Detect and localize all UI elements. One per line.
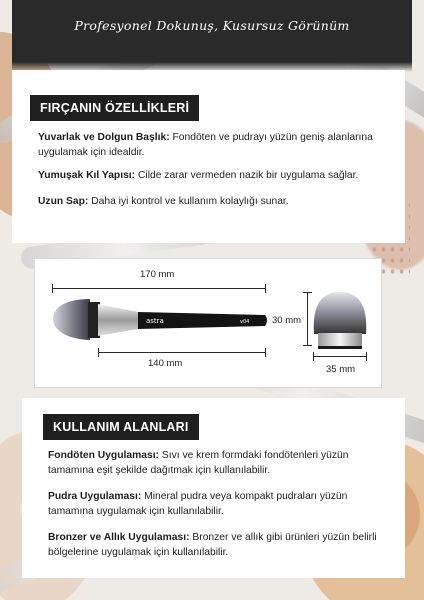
usage-desc: Sıvı ve krem formdaki fondötenleri yüzün tamamına eşit şekilde dağıtmak için kullanılabilir. — [48, 450, 349, 476]
features-title: FIRÇANIN ÖZELLİKLERİ — [30, 95, 199, 121]
head-width-label: 35 mm — [326, 364, 356, 375]
dimension-tick — [265, 284, 266, 293]
feature-desc: Fondöten ve pudrayı yüzün geniş alanlarına uygulamak için idealdir. — [38, 132, 373, 158]
tagline: Profesyonel Dokunuş, Kusursuz Görünüm — [74, 18, 350, 33]
usage-item — [48, 489, 388, 519]
model-code: v04 — [240, 319, 250, 325]
dimension-tick — [313, 352, 314, 361]
brand-logo: astra — [146, 317, 164, 325]
usage-desc: Bronzer ve allık gibi ürünleri yüzün belirli bölgelerine uygulamak için kullanılabilir. — [48, 532, 377, 558]
usage-item — [48, 448, 388, 478]
total-length-line — [52, 288, 266, 289]
brush-front-image — [310, 290, 370, 356]
feature-term: Uzun Sap: — [38, 196, 89, 207]
top-banner — [12, 0, 412, 62]
dimension-tick — [98, 348, 99, 357]
dimension-tick — [366, 352, 367, 361]
usage-title: KULLANIM ALANLARI — [43, 414, 199, 440]
usage-item — [48, 530, 393, 560]
head-width-line — [313, 356, 367, 357]
usage-term: Bronzer ve Allık Uygulaması: — [48, 532, 190, 543]
usage-desc: Mineral pudra veya kompakt pudraları yüzün tamamına uygulamak için kullanılabilir. — [48, 491, 348, 517]
dimension-tick — [303, 292, 312, 293]
dimension-tick — [303, 345, 312, 346]
handle-length-line — [98, 352, 266, 353]
feature-item — [38, 168, 408, 183]
usage-term: Fondöten Uygulaması: — [48, 450, 159, 461]
feature-item — [38, 194, 398, 209]
head-height-label: 30 mm — [272, 315, 302, 326]
dimension-tick — [265, 348, 266, 357]
brush-side-image — [50, 296, 270, 346]
handle-length-label: 140 mm — [148, 358, 183, 369]
feature-term: Yumuşak Kıl Yapısı: — [38, 170, 136, 181]
dimension-tick — [52, 284, 53, 293]
feature-item — [38, 130, 398, 160]
head-height-line — [307, 292, 308, 346]
total-length-label: 170 mm — [140, 269, 175, 280]
feature-desc: Daha iyi kontrol ve kullanım kolaylığı sunar. — [88, 196, 289, 207]
feature-desc: Cilde zarar vermeden nazik bir uygulama sağlar. — [135, 170, 359, 181]
usage-term: Pudra Uygulaması: — [48, 491, 142, 502]
feature-term: Yuvarlak ve Dolgun Başlık: — [38, 132, 170, 143]
